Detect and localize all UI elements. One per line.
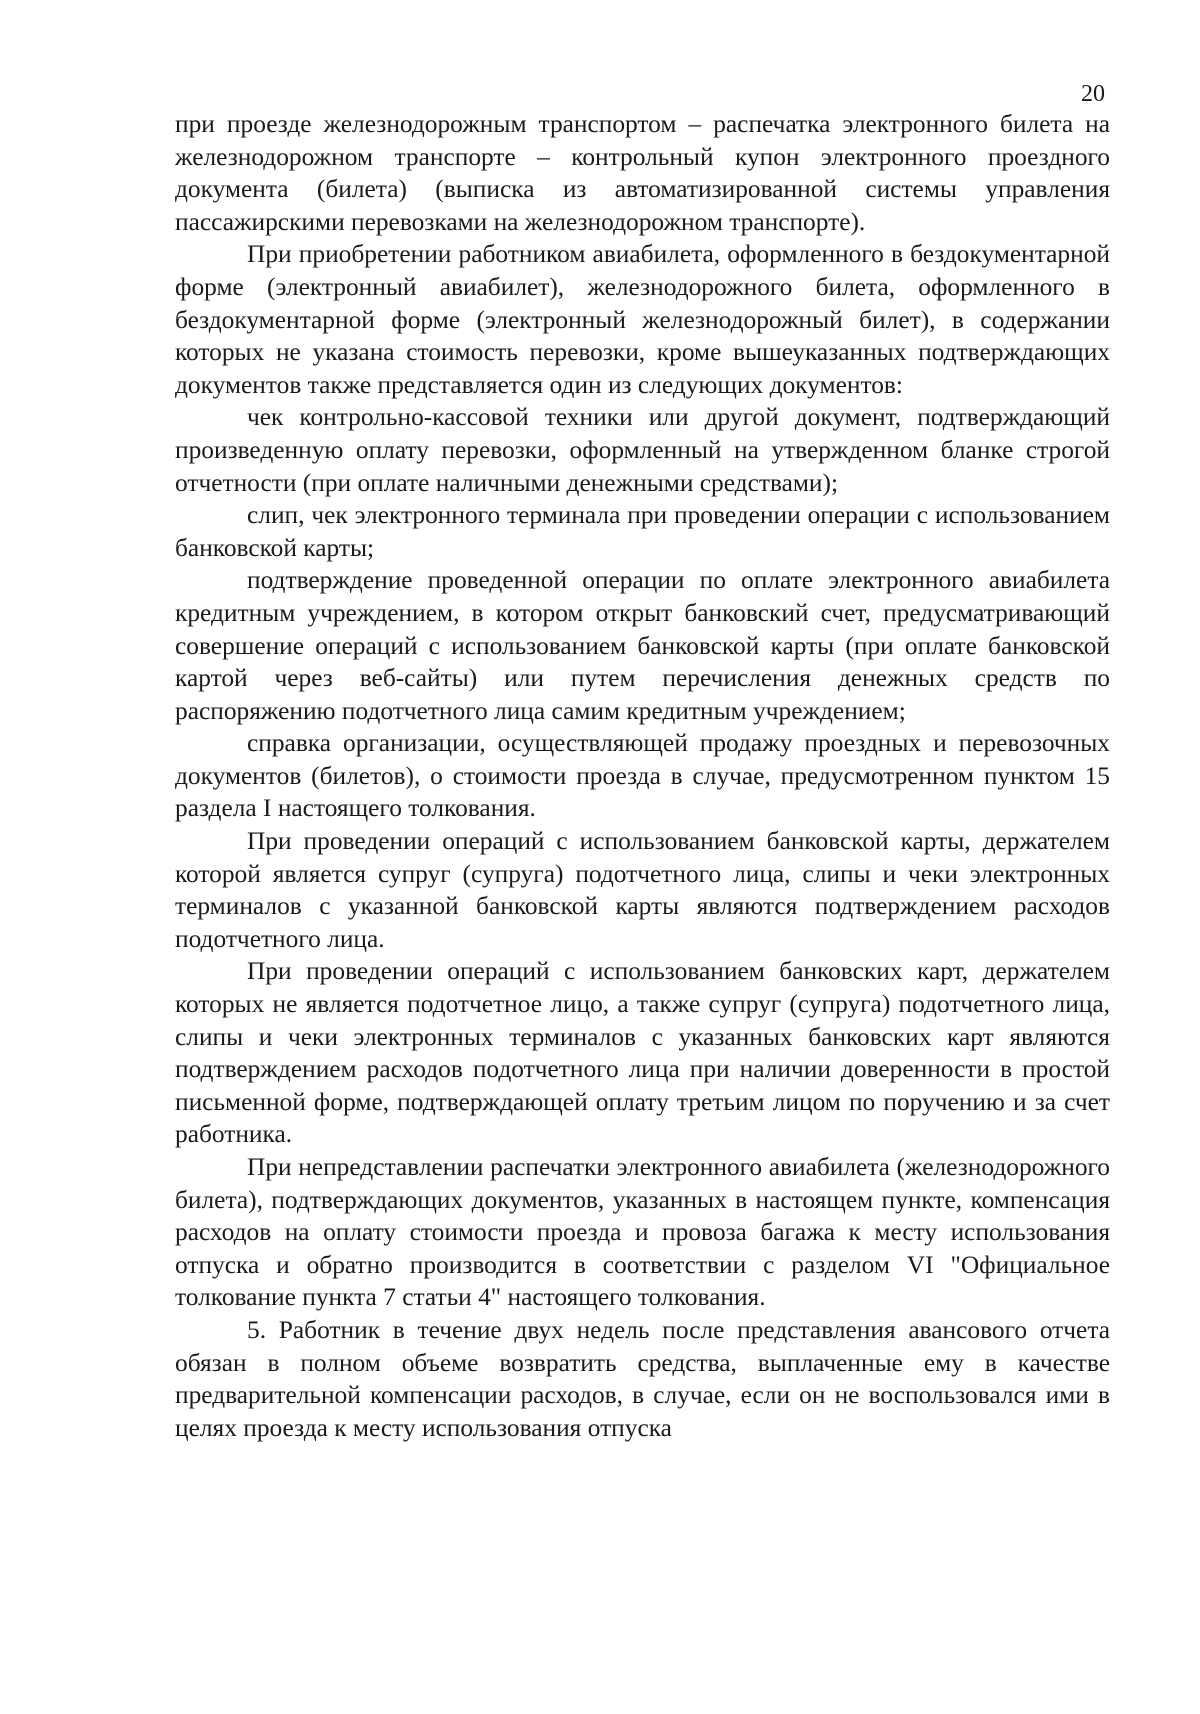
paragraph-railway-ticket: при проезде железнодорожным транспортом – распечатка электронного билета на железнодорожном транспорте – контрольный купон электронного проездного документа (билета) (выписка из автоматизированной системы управления пассажирскими перевозками на железнодорожном транспорте). [175,110,1110,236]
paragraph-cash-receipt: чек контрольно-кассовой техники или другой документ, подтверждающий произведенную оплату перевозки, оформленный на утвержденном бланке строгой отчетности (при оплате наличными денежными средствами); [175,403,1110,497]
paragraph-agency-certificate: справка организации, осуществляющей продажу проездных и перевозочных документов (билетов), о стоимости проезда в случае, предусмотренном пунктом 15 раздела I настоящего толкования. [175,729,1110,823]
page-number: 20 [1081,81,1105,107]
paragraph-spouse-card: При проведении операций с использованием банковской карты, держателем которой является супруг (супруга) подотчетного лица, слипы и чеки электронных терминалов с указанной банковской карты являются подтверждением расходов подотчетного лица. [175,827,1110,953]
document-body [175,108,1110,1444]
paragraph-item-5: 5. Работник в течение двух недель после представления авансового отчета обязан в полном объеме возвратить средства, выплаченные ему в качестве предварительной компенсации расходов, в случае, если он не воспользовался ими в целях проезда к месту использования отпуска [175,1315,1110,1442]
paragraph-terminal-slip: слип, чек электронного терминала при проведении операции с использованием банковской карты; [175,501,1110,562]
paragraph-paperless-tickets: При приобретении работником авиабилета, оформленного в бездокументарной форме (электронный авиабилет), железнодорожного билета, оформленного в бездокументарной форме (электронный железнодорожный билет), в содержании которых не указана стоимость перевозки, кроме вышеуказанных подтверждающих документов также представляется один из следующих документов: [175,240,1110,399]
paragraph-bank-confirmation: подтверждение проведенной операции по оплате электронного авиабилета кредитным учреждением, в котором открыт банковский счет, предусматривающий совершение операций с использованием банковской карты (при оплате банковской картой через веб-сайты) или путем перечисления денежных средств по распоряжению подотчетного лица самим кредитным учреждением; [175,566,1110,725]
paragraph-no-documents: При непредставлении распечатки электронного авиабилета (железнодорожного билета), подтверждающих документов, указанных в настоящем пункте, компенсация расходов на оплату стоимости проезда и провоза багажа к месту использования отпуска и обратно производится в соответствии с разделом VI "Официальное толкование пункта 7 статьи 4" настоящего толкования. [175,1153,1110,1312]
paragraph-third-party-cards: При проведении операций с использованием банковских карт, держателем которых не является подотчетное лицо, а также супруг (супруга) подотчетного лица, слипы и чеки электронных терминалов с указанных банковских карт являются подтверждением расходов подотчетного лица при наличии доверенности в простой письменной форме, подтверждающей оплату третьим лицом по поручению и за счет работника. [175,957,1110,1149]
